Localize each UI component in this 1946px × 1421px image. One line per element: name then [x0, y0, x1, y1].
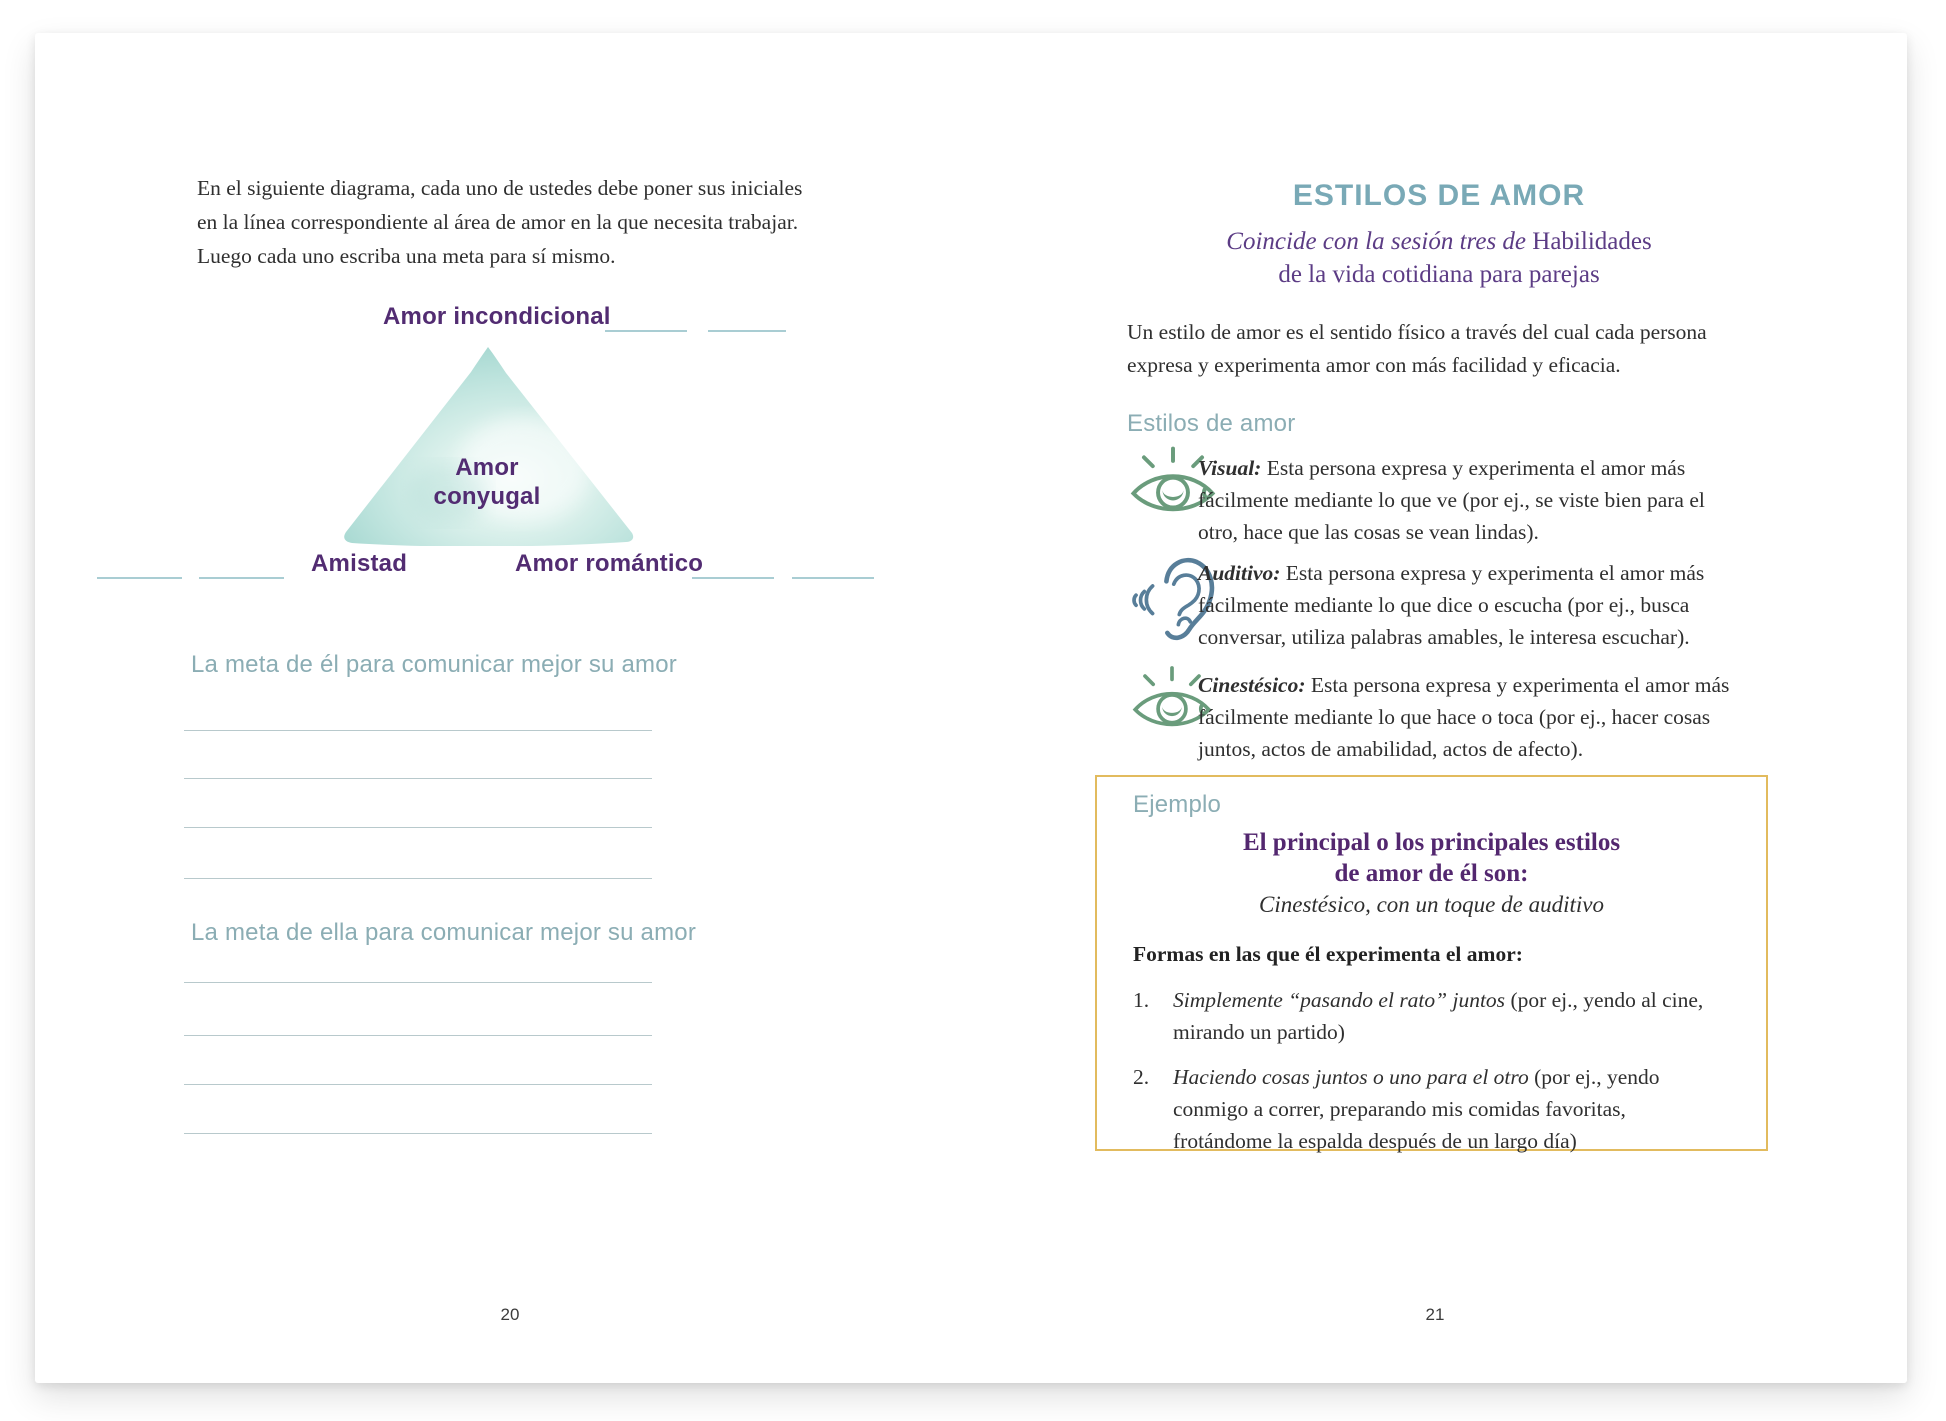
list-item-italic-part: Simplemente “pasando el rato” juntos	[1173, 988, 1506, 1012]
example-forms-heading: Formas en las que él experimenta el amor:	[1133, 942, 1523, 966]
diagram-label-romantic-love: Amor romántico	[515, 550, 704, 577]
write-line	[184, 1133, 652, 1134]
style-label-visual: Visual:	[1198, 456, 1262, 480]
list-item-roman-part: (por ej., yendo conmigo a correr, preparando mis comidas favoritas, frotándome la espalda después de un largo día)	[1173, 1065, 1660, 1153]
style-label-auditivo: Auditivo:	[1198, 561, 1281, 585]
list-item	[1133, 1061, 1730, 1157]
write-line	[184, 982, 652, 983]
style-item-cinestesico	[1198, 669, 1750, 765]
list-item-text	[1173, 984, 1730, 1048]
write-line	[184, 827, 652, 828]
style-label-cinestesico: Cinestésico:	[1198, 673, 1306, 697]
blank-line	[97, 577, 182, 579]
style-text-visual: Esta persona expresa y experimenta el amor más fácilmente mediante lo que ve (por ej., se viste bien para el otro, hace que las cosas se vean lindas).	[1198, 456, 1705, 544]
example-list	[1133, 984, 1730, 1157]
write-line	[184, 1084, 652, 1085]
subtitle-italic-part: Coincide con la sesión tres de	[1226, 228, 1533, 255]
write-line	[184, 878, 652, 879]
example-title-line-2: de amor de él son:	[1334, 860, 1529, 887]
right-intro-paragraph: Un estilo de amor es el sentido físico a través del cual cada persona expresa y experimenta amor con más facilidad y eficacia.	[1127, 320, 1707, 377]
list-item-number: 2.	[1133, 1065, 1150, 1089]
watercolor-triangle	[328, 343, 650, 546]
goal-her-heading: La meta de ella para comunicar mejor su amor	[191, 919, 697, 946]
love-triangle-diagram	[328, 343, 650, 546]
subtitle-roman-part: Habilidades	[1532, 228, 1652, 255]
write-line	[184, 778, 652, 779]
page-title: ESTILOS DE AMOR	[1292, 179, 1586, 212]
write-line	[184, 730, 652, 731]
list-item-roman-part: (por ej., yendo al cine, mirando un partido)	[1173, 988, 1704, 1044]
page-subtitle	[1125, 225, 1753, 291]
list-item-text	[1173, 1061, 1730, 1157]
goal-him-heading: La meta de él para comunicar mejor su amor	[191, 651, 677, 678]
subtitle-line-1	[1125, 225, 1753, 258]
diagram-label-friendship: Amistad	[311, 550, 408, 577]
diagram-label-unconditional-love: Amor incondicional	[383, 303, 611, 330]
style-item-auditivo	[1198, 557, 1750, 653]
style-item-visual	[1198, 452, 1750, 548]
page-number-right: 21	[1425, 1305, 1445, 1324]
list-item-number: 1.	[1133, 988, 1150, 1012]
example-title-line-1: El principal o los principales estilos	[1242, 829, 1621, 856]
style-text-auditivo: Esta persona expresa y experimenta el amor más fácilmente mediante lo que dice o escucha (por ej., busca conversar, utiliza palabras amables, le interesa escuchar).	[1198, 561, 1705, 649]
example-heading: Ejemplo	[1133, 791, 1222, 818]
style-text-cinestesico: Esta persona expresa y experimenta el amor más fácilmente mediante lo que hace o toca (por ej., hacer cosas juntos, actos de amabilidad, actos de afecto).	[1198, 673, 1730, 761]
write-line	[184, 1035, 652, 1036]
blank-line	[692, 577, 774, 579]
love-styles-heading: Estilos de amor	[1127, 410, 1296, 437]
list-item-italic-part: Haciendo cosas juntos o uno para el otro	[1173, 1065, 1529, 1089]
subtitle-line-2: de la vida cotidiana para parejas	[1278, 261, 1600, 288]
blank-line	[708, 330, 786, 332]
example-box	[1095, 775, 1768, 1151]
list-item	[1133, 984, 1730, 1048]
example-subtitle: Cinestésico, con un toque de auditivo	[1259, 892, 1604, 917]
left-intro-paragraph: En el siguiente diagrama, cada uno de ustedes debe poner sus iniciales en la línea correspondiente al área de amor en la que necesita trabajar. Luego cada uno escriba una meta para sí mismo.	[197, 176, 803, 268]
blank-line	[605, 330, 687, 332]
page-number-left: 20	[500, 1305, 520, 1324]
example-title	[1133, 827, 1730, 889]
book-spread	[35, 33, 1907, 1383]
blank-line	[199, 577, 284, 579]
blank-line	[792, 577, 874, 579]
diagram-label-conjugal-love: Amor conyugal	[433, 454, 541, 510]
